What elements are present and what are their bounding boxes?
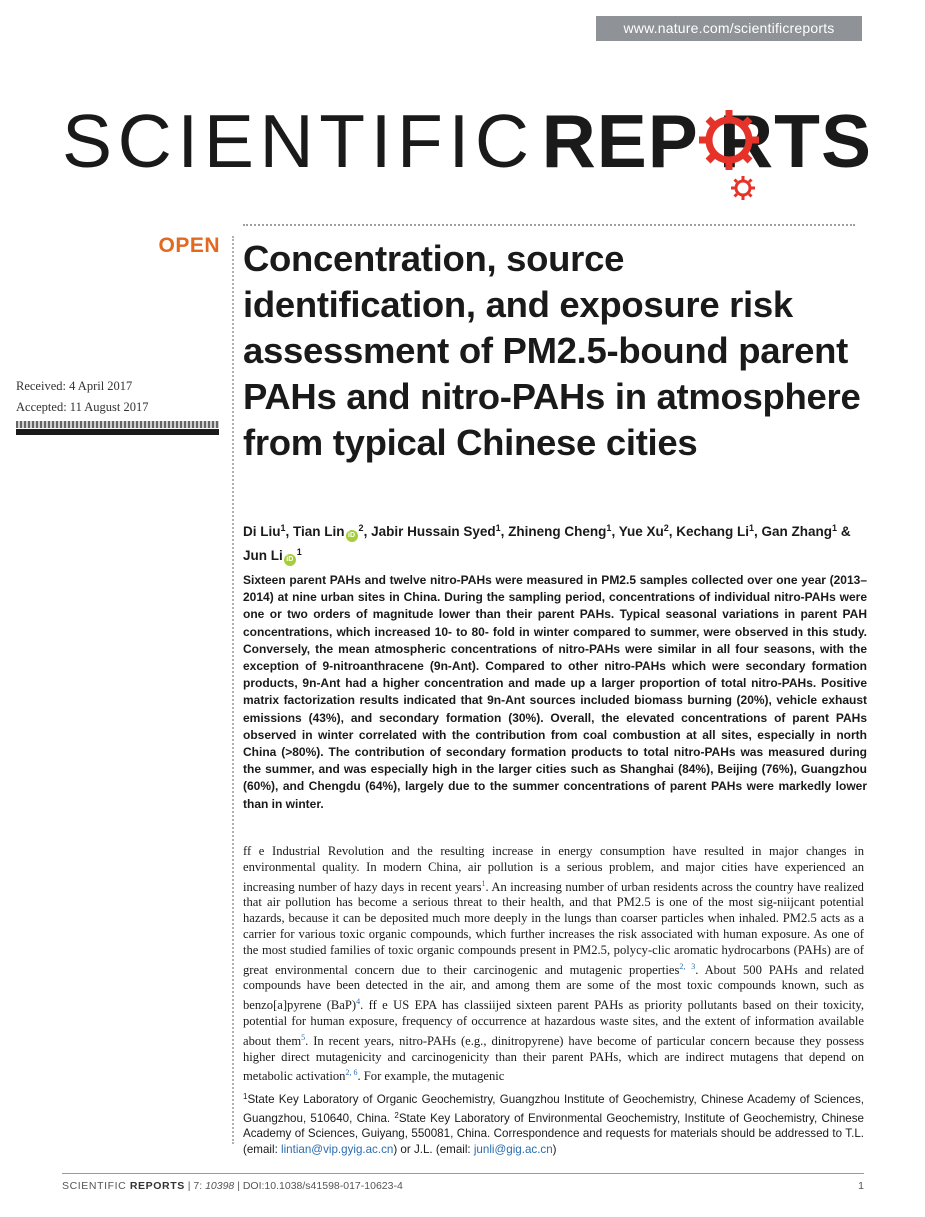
author-affiliation-marker: 1 xyxy=(296,547,302,557)
affiliation-text: ) xyxy=(552,1142,557,1156)
citation-link[interactable]: 1 xyxy=(481,878,486,888)
sidebar-hatch-rule xyxy=(16,421,219,428)
body-text-3: . About 500 PAHs and related compounds have been detected in the air, and among them are some of the most toxic compounds known, such as benzo[a]pyrene (BaP) xyxy=(243,962,865,1013)
masthead-rts: RTS xyxy=(719,99,872,183)
footer-volume: | 7: xyxy=(184,1180,206,1192)
footer-doi[interactable]: | DOI:10.1038/s41598-017-10623-4 xyxy=(234,1180,403,1192)
body-text-2: . An increasing number of urban residents across the country have realized that air pollution has become a serious threat to their health, and that PM2.5 is one of the most sig-niijcant potential hazards, because it can be deposited much more deeply in the lungs than coarser particles when inhaled. PM2.5 acts as a carrier for various toxic organic compounds, which further increases the risk associated with human exposure. As one of the most studied families of toxic organic compounds present in PM2.5, polycy-clic aromatic hydrocarbons (PAHs) are of great environmental concern due to their carcinogenic and mutagenic properties xyxy=(243,879,864,977)
page-number: 1 xyxy=(858,1180,864,1192)
gear-logo-icon xyxy=(699,96,719,186)
intro-paragraph xyxy=(243,844,864,1085)
affiliation-text: ) or J.L. (email: xyxy=(393,1142,474,1156)
body-text-4: . ff e US EPA has classiijed sixteen parent PAHs as priority pollutants based on their toxicity, potential for human exposure, frequency of occurrence at hazardous waste sites, and the extent of information available about them xyxy=(243,998,864,1048)
author-separator: & xyxy=(837,524,851,539)
author-separator: , xyxy=(754,524,762,539)
affiliation-text: State Key Laboratory of Organic Geochemistry, Guangzhou Institute of Geochemistry, Chinese Academy of Sciences, Guangzhou, 510640, China. xyxy=(243,1093,864,1125)
orcid-icon[interactable]: iD xyxy=(346,530,358,542)
author-list xyxy=(243,518,873,566)
sidebar-bar-rule xyxy=(16,429,219,435)
author-name[interactable]: Di Liu xyxy=(243,524,281,539)
author-name[interactable]: Tian Lin xyxy=(293,524,345,539)
affiliation-number: 2 xyxy=(394,1110,399,1120)
article-title: Concentration, source identification, and exposure risk assessment of PM2.5-bound parent PAHs and nitro-PAHs in atmosphere from typical Chinese cities xyxy=(243,238,861,463)
article-dates xyxy=(16,376,149,418)
footer-journal-light: SCIENTIFIC xyxy=(62,1180,130,1192)
email-link-li[interactable]: junli@gig.ac.cn xyxy=(473,1142,553,1156)
author-name[interactable]: Jun Li xyxy=(243,548,283,563)
author-separator: , xyxy=(668,524,677,539)
masthead-rep: REP xyxy=(541,99,699,183)
citation-link[interactable]: 2, 6 xyxy=(345,1068,358,1078)
open-access-label: OPEN xyxy=(158,234,220,257)
body-text-6: . For example, the mutagenic xyxy=(357,1069,505,1084)
column-divider xyxy=(232,236,234,1144)
author-affiliation-marker: 2 xyxy=(358,523,364,533)
journal-masthead xyxy=(62,96,872,206)
author-affiliation-marker: 1 xyxy=(280,523,286,533)
author-name[interactable]: Zhineng Cheng xyxy=(508,524,607,539)
footer-journal-bold: REPORTS xyxy=(129,1180,185,1192)
author-name[interactable]: Gan Zhang xyxy=(761,524,833,539)
orcid-icon[interactable]: iD xyxy=(284,554,296,566)
author-affiliation-marker: 1 xyxy=(832,523,838,533)
citation-link[interactable]: 2, 3 xyxy=(679,961,696,971)
header-divider xyxy=(243,224,855,226)
body-text-1: ff e Industrial Revolution and the resulting increase in energy consumption have resulted in major changes in environmental quality. In modern China, air pollution is a serious problem, and major cities have experienced an increasing number of hazy days in recent years xyxy=(243,844,864,894)
affiliation-text: State Key Laboratory of Environmental Geochemistry, Institute of Geochemistry, Chinese Academy of Sciences, Guiyang, 550081, China. Correspondence and requests for materials should be addressed to T.L. (email: xyxy=(243,1111,864,1156)
citation-link[interactable]: 4 xyxy=(356,997,361,1007)
footer-divider xyxy=(62,1173,864,1174)
author-affiliation-marker: 1 xyxy=(495,523,501,533)
author-name[interactable]: Yue Xu xyxy=(618,524,664,539)
citation-link[interactable]: 5 xyxy=(301,1032,306,1042)
author-separator: , xyxy=(611,524,619,539)
author-affiliation-marker: 1 xyxy=(606,523,612,533)
author-separator: , xyxy=(285,524,294,539)
author-name[interactable]: Kechang Li xyxy=(676,524,750,539)
footer-article-number: 10398 xyxy=(205,1180,235,1192)
author-affiliation-marker: 1 xyxy=(749,523,755,533)
body-text-5: . In recent years, nitro-PAHs (e.g., dinitropyrene) have become of particular concern because they possess higher direct mutagenicity and carcinogenicity than their parent PAHs, which are indirect mutagens that depend on metabolic activation xyxy=(243,1033,864,1084)
masthead-scientific: SCIENTIFIC xyxy=(62,99,535,183)
author-separator: , xyxy=(363,524,372,539)
author-separator: , xyxy=(500,524,509,539)
author-name[interactable]: Jabir Hussain Syed xyxy=(371,524,496,539)
received-date: Received: 4 April 2017 xyxy=(16,379,133,393)
journal-url[interactable]: www.nature.com/scientificreports xyxy=(596,16,862,41)
email-link-lin[interactable]: lintian@vip.gyig.ac.cn xyxy=(281,1142,394,1156)
page-footer xyxy=(62,1180,864,1196)
affiliation-number: 1 xyxy=(243,1092,248,1101)
affiliations xyxy=(243,1089,864,1157)
accepted-date: Accepted: 11 August 2017 xyxy=(16,400,149,414)
abstract: Sixteen parent PAHs and twelve nitro-PAHs were measured in PM2.5 samples collected over one year (2013–2014) at nine urban sites in China. During the sampling period, concentrations of individual nitro-PAHs were one or two orders of magnitude lower than their parent PAHs. Typical seasonal variations in parent PAH concentrations, which increased 10- to 80- fold in winter compared to summer, were observed in this study. Conversely, the mean atmospheric concentrations of nitro-PAHs were similar in all four seasons, with the exception of 9-nitroanthracene (9n-Ant). Compared to other nitro-PAHs which were secondary formation products, 9n-Ant had a higher concentration and made up a larger proportion of total nitro-PAHs. Positive matrix factorization results indicated that 9n-Ant sources included biomass burning (20%), vehicle exhaust emissions (43%), and secondary formation (30%). Overall, the elevated concentrations of parent PAHs observed in winter correlated with the contribution from coal combustion at all sites, especially in north China (>80%). The contribution of secondary formation products to total nitro-PAHs was measured during the summer, and was especially high in the larger cities such as Shanghai (84%), Beijing (76%), Guangzhou (60%), and Chengdu (64%), largely due to the summer concentrations of parent PAHs were markedly lower than in winter. xyxy=(243,573,867,811)
author-affiliation-marker: 2 xyxy=(663,523,669,533)
